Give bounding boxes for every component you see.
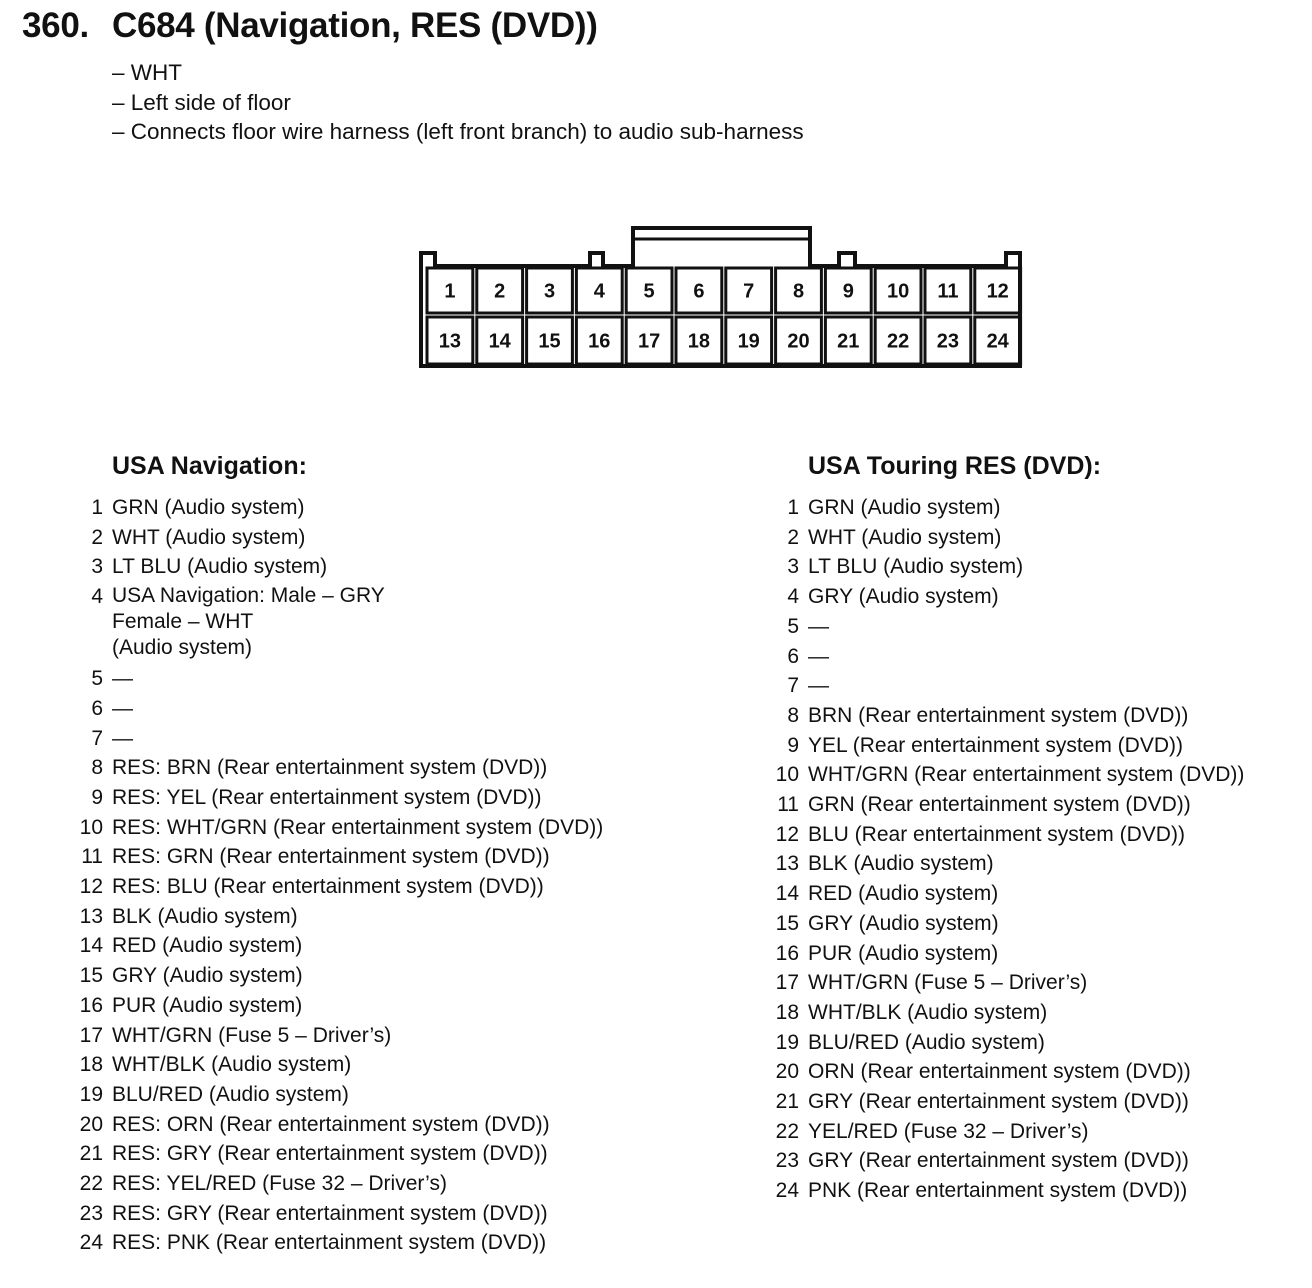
pin-row <box>79 1080 603 1110</box>
pin-row <box>775 1176 1244 1206</box>
pin-description: GRY (Rear entertainment system (DVD)) <box>808 1090 1189 1114</box>
pin-cell <box>676 268 722 313</box>
pin-number: 17 <box>79 1023 103 1047</box>
pin-cell-label: 21 <box>837 330 860 353</box>
pin-description: GRY (Audio system) <box>808 585 999 609</box>
touring-pin-list <box>775 493 1245 1206</box>
pin-cell <box>825 317 871 364</box>
pin-number: 10 <box>775 763 799 787</box>
pin-cell <box>427 268 473 313</box>
pin-number: 20 <box>775 1060 799 1084</box>
pin-number: 1 <box>91 496 103 519</box>
pin-description: BLK (Audio system) <box>112 904 298 928</box>
pin-row <box>787 671 1244 701</box>
pin-number: 5 <box>91 667 103 691</box>
pin-number: 24 <box>775 1179 799 1203</box>
pin-row <box>79 813 604 843</box>
pin-cell-label: 1 <box>444 280 456 303</box>
navigation-pin-list <box>79 493 604 1258</box>
pin-number: 8 <box>787 703 799 727</box>
pin-number: 23 <box>775 1149 799 1173</box>
connector-housing <box>421 228 1020 366</box>
pin-row <box>91 523 603 553</box>
pin-description: RES: BLU (Rear entertainment system (DVD)) <box>112 875 544 899</box>
pin-description: RED (Audio system) <box>112 934 303 958</box>
pin-cell <box>726 268 772 313</box>
pin-row <box>775 879 1244 909</box>
pin-row <box>79 1050 603 1080</box>
pin-cell <box>576 317 622 364</box>
pin-number: 3 <box>91 555 103 579</box>
pin-description: GRY (Rear entertainment system (DVD)) <box>808 1149 1189 1173</box>
pin-cell-label: 18 <box>687 330 711 353</box>
pin-description: ORN (Rear entertainment system (DVD)) <box>808 1060 1191 1084</box>
pin-number: 14 <box>79 934 103 958</box>
pin-row <box>787 731 1244 761</box>
pin-description: — <box>808 674 829 698</box>
pin-row <box>775 1146 1244 1176</box>
pin-row <box>91 694 603 724</box>
pin-row <box>787 642 1244 672</box>
pin-description: PUR (Audio system) <box>808 941 999 965</box>
pin-row <box>787 523 1244 553</box>
pin-row <box>79 872 603 902</box>
pin-description: WHT/BLK (Audio system) <box>112 1053 352 1077</box>
pin-description: WHT/GRN (Fuse 5 – Driver’s) <box>808 971 1088 995</box>
pin-number: 2 <box>91 525 103 549</box>
pin-row <box>775 1028 1244 1058</box>
pin-description: — <box>808 644 829 668</box>
pin-cell-label: 15 <box>538 330 561 353</box>
pin-description: GRN (Audio system) <box>112 496 305 519</box>
pin-cell <box>925 268 971 313</box>
pin-row <box>787 493 1244 523</box>
pin-row <box>775 1117 1244 1147</box>
pin-cell <box>975 317 1021 364</box>
pin-number: 14 <box>775 882 799 906</box>
pin-row <box>787 612 1244 642</box>
pin-number: 13 <box>775 852 799 876</box>
pin-row <box>775 939 1244 969</box>
pin-description: RES: GRY (Rear entertainment system (DVD)) <box>112 1142 548 1166</box>
pin-row <box>777 790 1244 820</box>
pin-number: 1 <box>787 496 799 519</box>
pin-cell-label: 24 <box>986 330 1009 353</box>
description-line: – WHT <box>112 60 182 85</box>
pin-row <box>91 724 603 754</box>
pin-description: — <box>808 614 829 638</box>
pin-cell <box>626 268 672 313</box>
pin-number: 15 <box>79 964 103 988</box>
pin-cell-label: 16 <box>588 330 611 353</box>
connector-description <box>112 58 804 147</box>
pin-description: LT BLU (Audio system) <box>112 555 328 579</box>
pin-cell-label: 5 <box>643 280 655 303</box>
pin-cell <box>875 317 921 364</box>
pin-row <box>91 582 603 660</box>
pin-cell-label: 6 <box>693 280 705 303</box>
pin-number: 2 <box>787 525 799 549</box>
pin-row <box>775 998 1244 1028</box>
pin-cell <box>477 268 523 313</box>
pin-description: RES: PNK (Rear entertainment system (DVD)) <box>112 1231 547 1255</box>
pin-number: 24 <box>79 1231 103 1255</box>
pin-number: 6 <box>91 696 103 720</box>
pin-description: PUR (Audio system) <box>112 993 303 1017</box>
pin-number: 12 <box>79 875 103 899</box>
pin-row <box>79 991 603 1021</box>
pin-description: LT BLU (Audio system) <box>808 555 1024 579</box>
pin-row <box>79 1228 603 1258</box>
pin-cell-label: 13 <box>438 330 462 353</box>
pin-number: 11 <box>81 845 103 869</box>
pin-description: BLU (Rear entertainment system (DVD)) <box>808 822 1185 846</box>
pin-cell-label: 3 <box>543 280 556 303</box>
pin-row <box>91 493 603 523</box>
pin-number: 7 <box>91 726 103 750</box>
pin-row <box>775 1087 1244 1117</box>
pin-cell <box>427 317 473 364</box>
pin-cell-label: 7 <box>743 280 755 303</box>
pin-description: RES: YEL (Rear entertainment system (DVD)) <box>112 785 542 809</box>
pin-row <box>81 842 603 872</box>
pin-description: RES: ORN (Rear entertainment system (DVD)) <box>112 1112 550 1136</box>
pin-cell-label: 20 <box>787 330 810 353</box>
pin-row <box>79 1199 603 1229</box>
pin-description: WHT/GRN (Fuse 5 – Driver’s) <box>112 1023 392 1047</box>
pin-row <box>79 1021 603 1051</box>
pin-number: 22 <box>79 1172 103 1196</box>
pin-cell <box>477 317 523 364</box>
pin-cell <box>776 317 822 364</box>
pin-cell-label: 4 <box>593 280 605 303</box>
pin-description: YEL/RED (Fuse 32 – Driver’s) <box>808 1119 1089 1143</box>
connector-title: C684 (Navigation, RES (DVD)) <box>112 6 598 45</box>
pin-description: RES: GRY (Rear entertainment system (DVD)) <box>112 1201 548 1225</box>
pin-cell-label: 9 <box>842 280 854 303</box>
pin-row <box>79 1110 603 1140</box>
pin-row <box>79 931 603 961</box>
pin-row <box>79 1169 603 1199</box>
pin-row <box>91 552 603 582</box>
pin-cell-label: 12 <box>986 280 1009 303</box>
pin-cell <box>527 317 573 364</box>
pin-cell-label: 17 <box>637 330 661 353</box>
pin-cell <box>726 317 772 364</box>
pin-row <box>79 961 603 991</box>
pin-row <box>91 753 603 783</box>
pin-description: GRY (Audio system) <box>808 911 999 935</box>
pin-description: BLU/RED (Audio system) <box>808 1030 1045 1054</box>
pin-number: 4 <box>787 585 799 609</box>
pin-cell-label: 10 <box>886 280 910 303</box>
pin-description: PNK (Rear entertainment system (DVD)) <box>808 1179 1188 1203</box>
pin-description: RES: YEL/RED (Fuse 32 – Driver’s) <box>112 1172 447 1196</box>
pin-row <box>91 664 603 694</box>
pin-description: BRN (Rear entertainment system (DVD)) <box>808 703 1189 727</box>
pin-number: 4 <box>91 585 103 609</box>
pin-number: 9 <box>91 785 103 809</box>
pin-number: 23 <box>79 1201 103 1225</box>
touring-heading: USA Touring RES (DVD): <box>808 452 1102 480</box>
pin-number: 3 <box>787 555 799 579</box>
pin-row <box>79 1139 603 1169</box>
pin-number: 7 <box>787 674 799 698</box>
pin-cell <box>527 268 573 313</box>
pin-cell-label: 14 <box>488 330 511 353</box>
pin-cell-label: 22 <box>886 330 910 353</box>
pin-row <box>775 909 1244 939</box>
pin-description: USA Navigation: Male – GRY <box>112 584 385 608</box>
pin-description: BLK (Audio system) <box>808 852 994 876</box>
pin-number: 18 <box>79 1053 103 1077</box>
pin-description: — <box>112 667 133 691</box>
pin-description: RED (Audio system) <box>808 882 999 906</box>
pin-description: — <box>112 726 133 750</box>
pin-description: WHT/BLK (Audio system) <box>808 1000 1048 1024</box>
pin-number: 6 <box>787 644 799 668</box>
pin-cell <box>776 268 822 313</box>
pin-number: 21 <box>775 1090 799 1114</box>
pin-description: YEL (Rear entertainment system (DVD)) <box>808 733 1183 757</box>
pin-description: GRN (Rear entertainment system (DVD)) <box>808 793 1191 817</box>
pin-description: BLU/RED (Audio system) <box>112 1082 349 1106</box>
pin-cell <box>875 268 921 313</box>
pin-row <box>775 820 1244 850</box>
section-number: 360. <box>22 6 89 45</box>
pin-number: 17 <box>775 971 799 995</box>
pin-description: — <box>112 696 133 720</box>
pin-description: WHT (Audio system) <box>112 525 306 549</box>
pin-number: 21 <box>79 1142 103 1166</box>
pin-cell <box>925 317 971 364</box>
pin-description: RES: GRN (Rear entertainment system (DVD)) <box>112 845 550 869</box>
pin-number: 8 <box>91 756 103 780</box>
pin-cell-label: 19 <box>737 330 760 353</box>
pin-number: 5 <box>787 614 799 638</box>
pin-cell-label: 11 <box>937 280 959 303</box>
description-line: – Connects floor wire harness (left front branch) to audio sub-harness <box>112 119 804 144</box>
pin-cell-label: 23 <box>936 330 960 353</box>
pin-row <box>775 1057 1244 1087</box>
description-line: – Left side of floor <box>112 89 291 115</box>
pin-row <box>775 760 1245 790</box>
pin-number: 19 <box>775 1030 799 1054</box>
pin-row <box>91 783 603 813</box>
pin-number: 18 <box>775 1000 799 1024</box>
pin-cell-label: 8 <box>792 280 805 303</box>
pin-row <box>775 849 1244 879</box>
pin-cell <box>626 317 672 364</box>
pin-number: 20 <box>79 1112 103 1136</box>
pin-number: 16 <box>79 993 103 1017</box>
pin-number: 15 <box>775 911 799 935</box>
pin-description: GRN (Audio system) <box>808 496 1001 519</box>
pin-cell <box>676 317 722 364</box>
pin-description: Female – WHT <box>112 610 254 634</box>
pin-number: 16 <box>775 941 799 965</box>
pin-description: RES: BRN (Rear entertainment system (DVD)) <box>112 756 548 780</box>
pin-row <box>787 552 1244 582</box>
pin-row <box>787 582 1244 612</box>
navigation-heading: USA Navigation: <box>112 452 307 480</box>
pin-number: 11 <box>777 793 799 817</box>
pin-row <box>79 902 603 932</box>
pin-description: GRY (Audio system) <box>112 964 303 988</box>
pin-row <box>775 968 1244 998</box>
pin-description: WHT (Audio system) <box>808 525 1002 549</box>
pin-number: 10 <box>79 815 103 839</box>
pin-cell <box>975 268 1021 313</box>
pin-description: WHT/GRN (Rear entertainment system (DVD)) <box>808 763 1245 787</box>
pin-number: 22 <box>775 1119 799 1143</box>
page-title <box>22 6 598 46</box>
pin-cell <box>576 268 622 313</box>
pin-row <box>787 701 1244 731</box>
pin-number: 19 <box>79 1082 103 1106</box>
pin-number: 13 <box>79 904 103 928</box>
pin-description: (Audio system) <box>112 635 253 659</box>
pin-number: 12 <box>775 822 799 846</box>
pin-number: 9 <box>787 733 799 757</box>
pin-cell <box>825 268 871 313</box>
pin-description: RES: WHT/GRN (Rear entertainment system (DVD)) <box>112 815 604 839</box>
pin-cell-label: 2 <box>494 280 506 303</box>
